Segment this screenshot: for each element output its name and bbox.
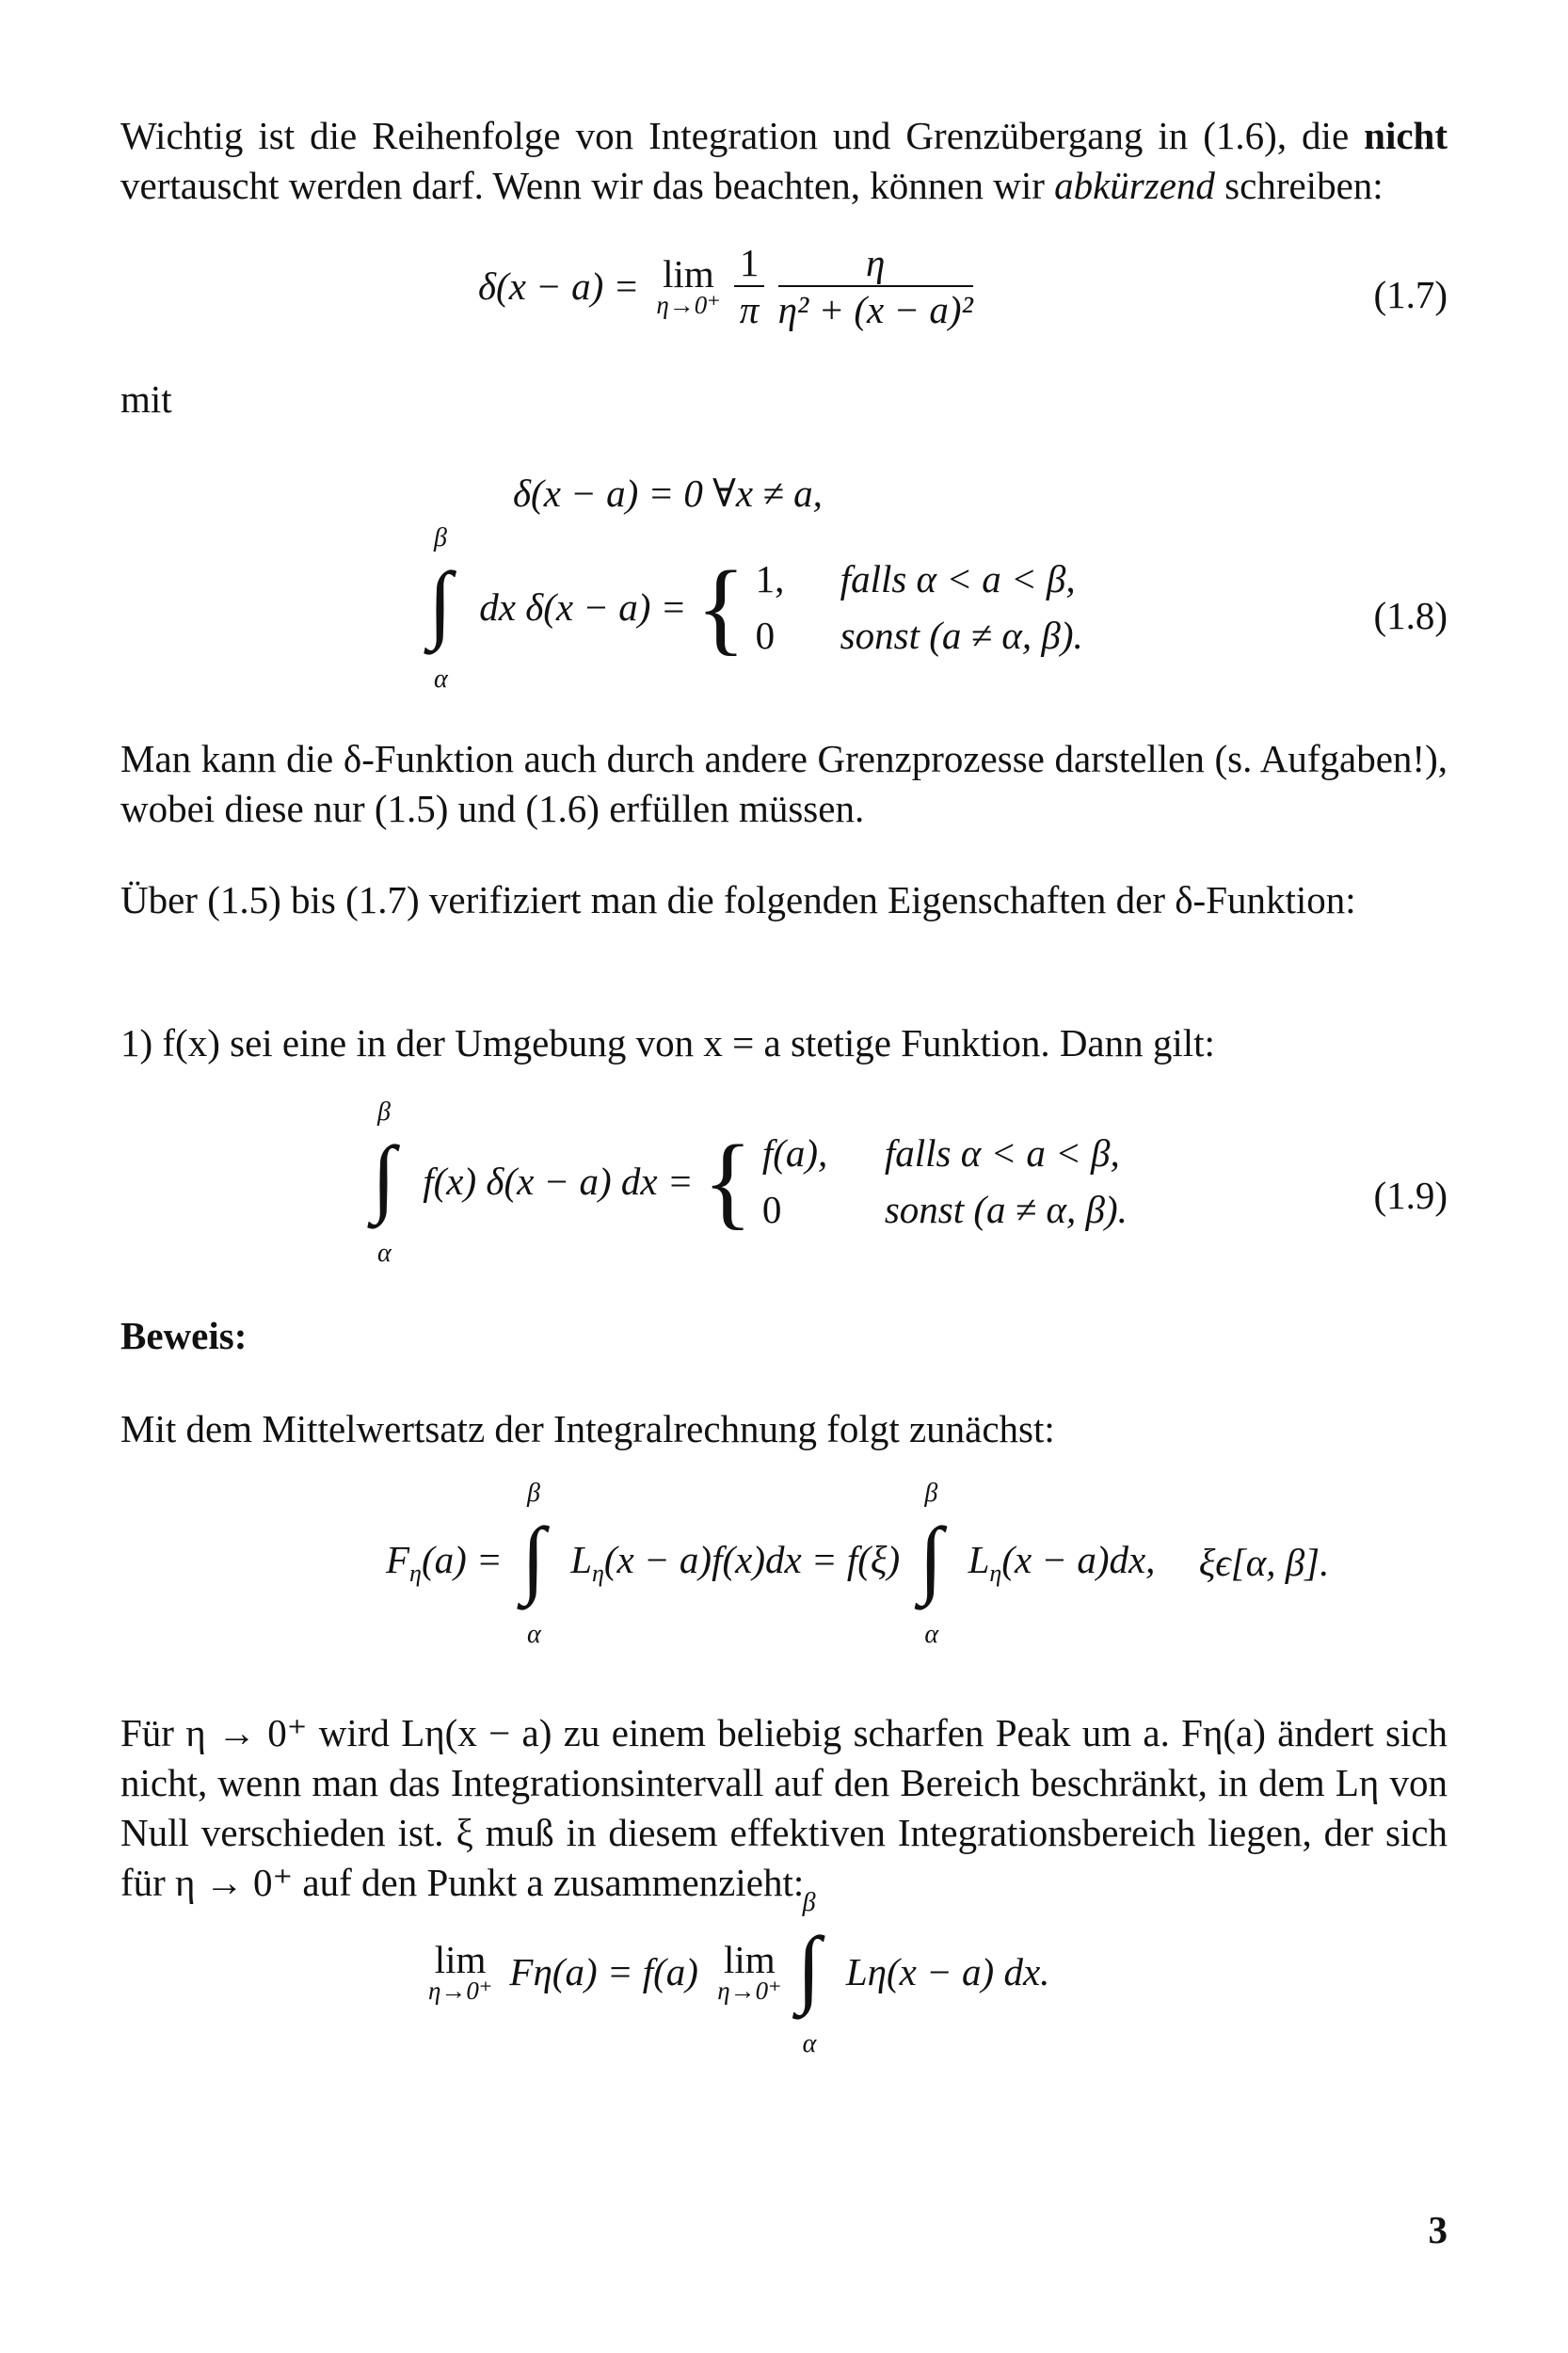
delta-zero-line: δ(x − a) = 0 ∀x ≠ a, bbox=[513, 472, 823, 515]
paragraph-grenzprozesse: Man kann die δ-Funktion auch durch andere Grenzprozesse darstellen (s. Aufgaben!), wobei diese nur (1.5) und (1.6) erfüllen müssen. bbox=[120, 737, 1448, 830]
left-brace: { bbox=[702, 1124, 753, 1239]
italic-word: abkürzend bbox=[1054, 164, 1215, 207]
fraction-lorentz: $\frac{\eta}{\text{η² + (x − a)²}}$ bbox=[777, 241, 973, 331]
paragraph-intro: Wichtig ist die Reihenfolge von Integration und Grenzübergang in (1.6), die nicht vertauscht werden darf. Wenn wir das beachten, können wir abkürzend schreiben: bbox=[120, 114, 1448, 207]
limit-operator: lim η→0⁺ bbox=[428, 1938, 493, 2005]
left-brace: { bbox=[696, 550, 746, 664]
page-number: 3 bbox=[1428, 2208, 1448, 2251]
equation-mean-value: $F_\eta(a)$ = ∫ β α $L_\eta(x - a)f(x)dx = f(\xi)$ ∫ β α $L_\eta(x - a)dx$, ξϵ[α, β]. bbox=[386, 1479, 1330, 1649]
equation-1-9: ∫ β α f(x) δ(x − a) dx = { f(a), falls α < a < β, 0 sonst (a ≠ α, β). (1.9) bbox=[372, 1097, 1448, 1268]
equation-1-7: δ(x − a) = lim η→0⁺ $\frac{1}{\pi}$ $\frac{\eta}{\text{η² + (x − a)²}}$ (1.7) bbox=[478, 241, 1448, 331]
piecewise-cases: 1, falls α < a < β, 0 sonst (a ≠ α, β). bbox=[755, 557, 1083, 657]
word-mit: mit bbox=[120, 377, 172, 421]
equation-label: (1.9) bbox=[1373, 1174, 1448, 1217]
paragraph-peak: Für η → 0⁺ wird Lη(x − a) zu einem beliebig scharfen Peak um a. Fη(a) ändert sich nicht, wenn man das Integrationsintervall auf den Bereich beschränkt, in dem Lη von Null verschieden ist. ξ muß in diesem effektiven Integrationsbereich liegen, der sich für η → 0⁺ auf den Punkt a zusammenzieht: bbox=[120, 1711, 1448, 1904]
limit-operator: lim η→0⁺ bbox=[717, 1938, 782, 2005]
integral-sign: ∫ β α bbox=[520, 1479, 546, 1649]
equation-label: (1.8) bbox=[1373, 594, 1448, 637]
equation-label: (1.7) bbox=[1373, 273, 1448, 316]
limit-operator: lim η→0⁺ bbox=[656, 252, 721, 319]
paragraph-mittelwertsatz: Mit dem Mittelwertsatz der Integralrechnung folgt zunächst: bbox=[120, 1407, 1055, 1450]
paragraph-stetige-funktion: 1) f(x) sei eine in der Umgebung von x = a stetige Funktion. Dann gilt: bbox=[120, 1021, 1215, 1064]
integral-sign: ∫ β α bbox=[428, 523, 453, 694]
fraction-1-over-pi: $\frac{1}{\pi}$ bbox=[734, 240, 765, 332]
equation-1-8: δ(x − a) = 0 ∀x ≠ a, ∫ β α dx δ(x − a) = { 1, falls α < a < β, 0 sonst (a ≠ α, β). (1.8) bbox=[428, 472, 1448, 694]
integral-sign: ∫ β α bbox=[372, 1097, 396, 1268]
equation-final-limit: lim η→0⁺ Fη(a) = f(a) lim η→0⁺ ∫ β α Lη(x − a) dx. bbox=[428, 1888, 1050, 2058]
integral-sign: ∫ β α bbox=[919, 1479, 943, 1649]
bold-word: nicht bbox=[1364, 114, 1448, 157]
paragraph-eigenschaften: Über (1.5) bis (1.7) verifiziert man die folgenden Eigenschaften der δ-Funktion: bbox=[120, 878, 1356, 921]
proof-heading: Beweis: bbox=[120, 1314, 248, 1357]
integral-sign: ∫ β α bbox=[796, 1888, 821, 2058]
piecewise-cases: f(a), falls α < a < β, 0 sonst (a ≠ α, β). bbox=[761, 1131, 1128, 1231]
interval: ξϵ[α, β]. bbox=[1198, 1541, 1330, 1584]
